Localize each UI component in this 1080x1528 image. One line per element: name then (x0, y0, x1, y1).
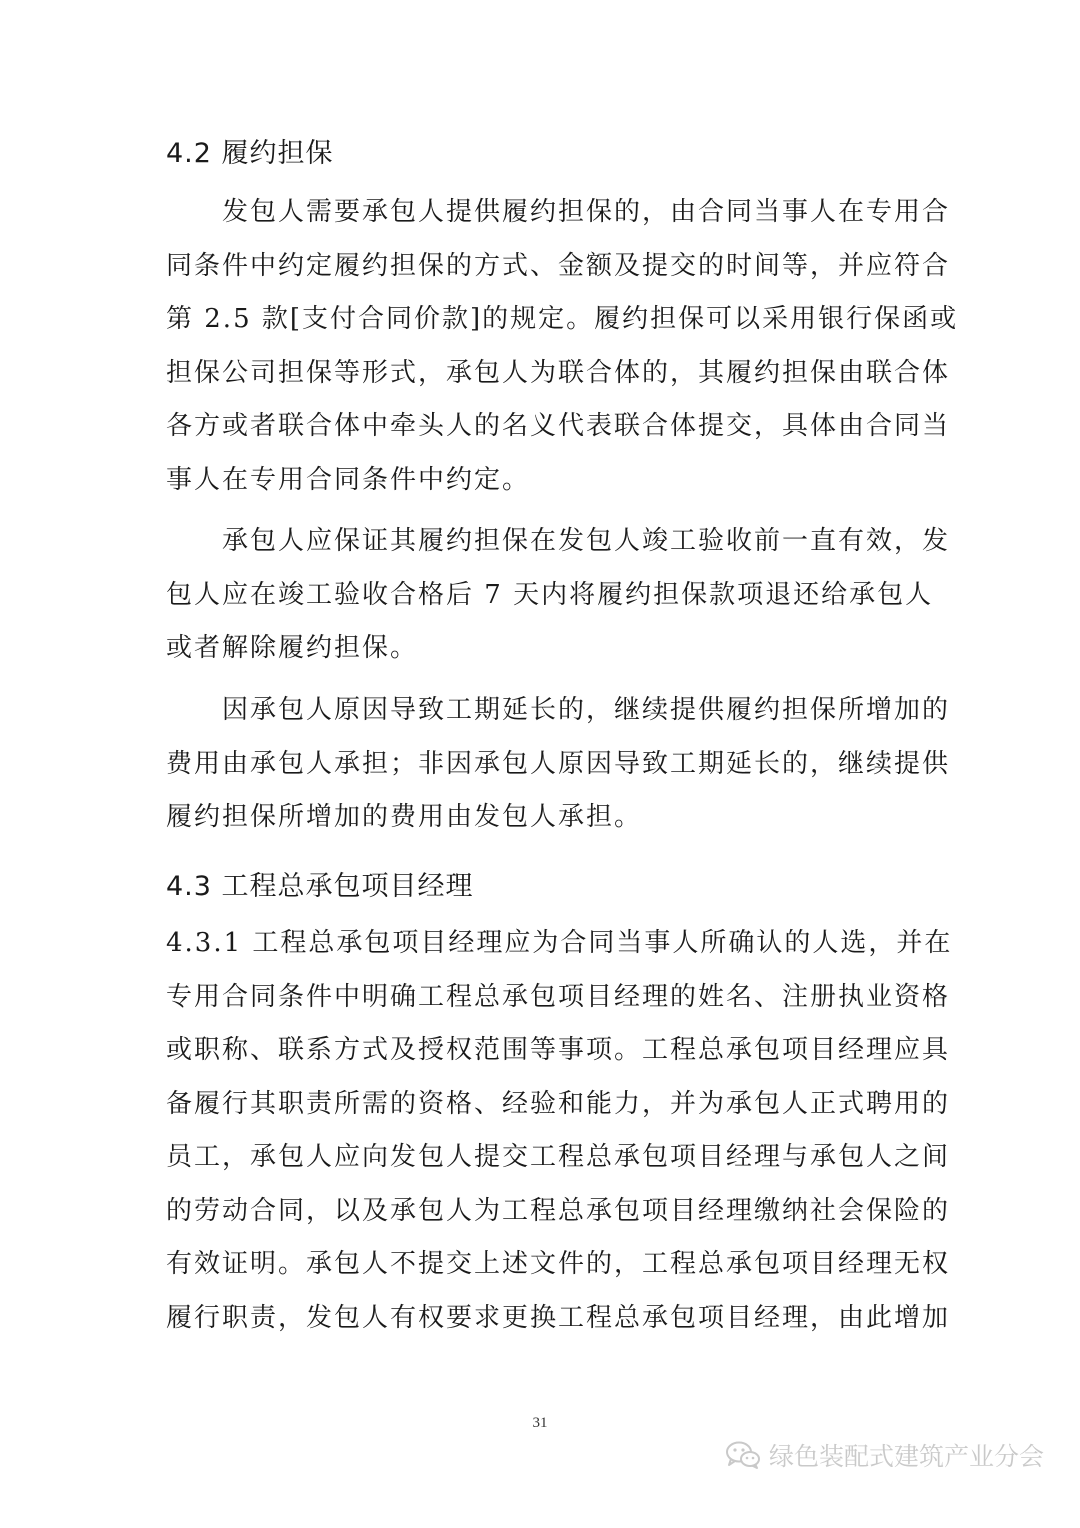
paragraph-line: 履行职责，发包人有权要求更换工程总承包项目经理，由此增加 (166, 1302, 951, 1333)
paragraph-line: 担保公司担保等形式，承包人为联合体的，其履约担保由联合体 (166, 357, 951, 388)
paragraph-line: 或者解除履约担保。 (166, 633, 419, 663)
paragraph-line: 员工，承包人应向发包人提交工程总承包项目经理与承包人之间 (166, 1142, 951, 1172)
paragraph-line: 或职称、联系方式及授权范围等事项。工程总承包项目经理应具 (166, 1035, 951, 1065)
paragraph-line: 承包人应保证其履约担保在发包人竣工验收前一直有效，发 (222, 526, 951, 556)
paragraph-line: 专用合同条件中明确工程总承包项目经理的姓名、注册执业资格 (166, 981, 951, 1012)
paragraph-line: 费用由承包人承担；非因承包人原因导致工期延长的，继续提供 (166, 748, 951, 779)
section-heading-4-2: 4.2 履约担保 (166, 138, 334, 169)
paragraph-line: 事人在专用合同条件中约定。 (166, 464, 531, 495)
paragraph-line: 的劳动合同，以及承包人为工程总承包项目经理缴纳社会保险的 (166, 1195, 951, 1226)
paragraph-line: 同条件中约定履约担保的方式、金额及提交的时间等，并应符合 (166, 250, 951, 281)
paragraph-line: 发包人需要承包人提供履约担保的，由合同当事人在专用合 (222, 197, 951, 227)
paragraph-line: 有效证明。承包人不提交上述文件的，工程总承包项目经理无权 (166, 1249, 951, 1279)
paragraph-4-2-2 (166, 515, 951, 676)
paragraph-line: 各方或者联合体中牵头人的名义代表联合体提交，具体由合同当 (166, 411, 951, 441)
paragraph-line: 4.3.1 工程总承包项目经理应为合同当事人所确认的人选，并在 (166, 928, 953, 958)
paragraph-4-2-1 (166, 186, 959, 507)
wechat-icon (725, 1440, 761, 1470)
paragraph-line: 第 2.5 款[支付合同价款]的规定。履约担保可以采用银行保函或 (166, 304, 959, 334)
watermark-text: 绿色装配式建筑产业分会 (768, 1442, 1044, 1471)
paragraph-line: 履约担保所增加的费用由发包人承担。 (166, 802, 643, 832)
paragraph-4-3-1 (166, 917, 953, 1345)
section-heading-4-3: 4.3 工程总承包项目经理 (166, 871, 474, 902)
page-number: 31 (532, 1415, 548, 1431)
paragraph-4-2-3 (166, 684, 951, 845)
paragraph-line: 包人应在竣工验收合格后 7 天内将履约担保款项退还给承包人 (166, 579, 934, 610)
paragraph-line: 因承包人原因导致工期延长的，继续提供履约担保所增加的 (222, 695, 951, 725)
paragraph-line: 备履行其职责所需的资格、经验和能力，并为承包人正式聘用的 (166, 1088, 951, 1119)
wechat-watermark (725, 1437, 1044, 1473)
